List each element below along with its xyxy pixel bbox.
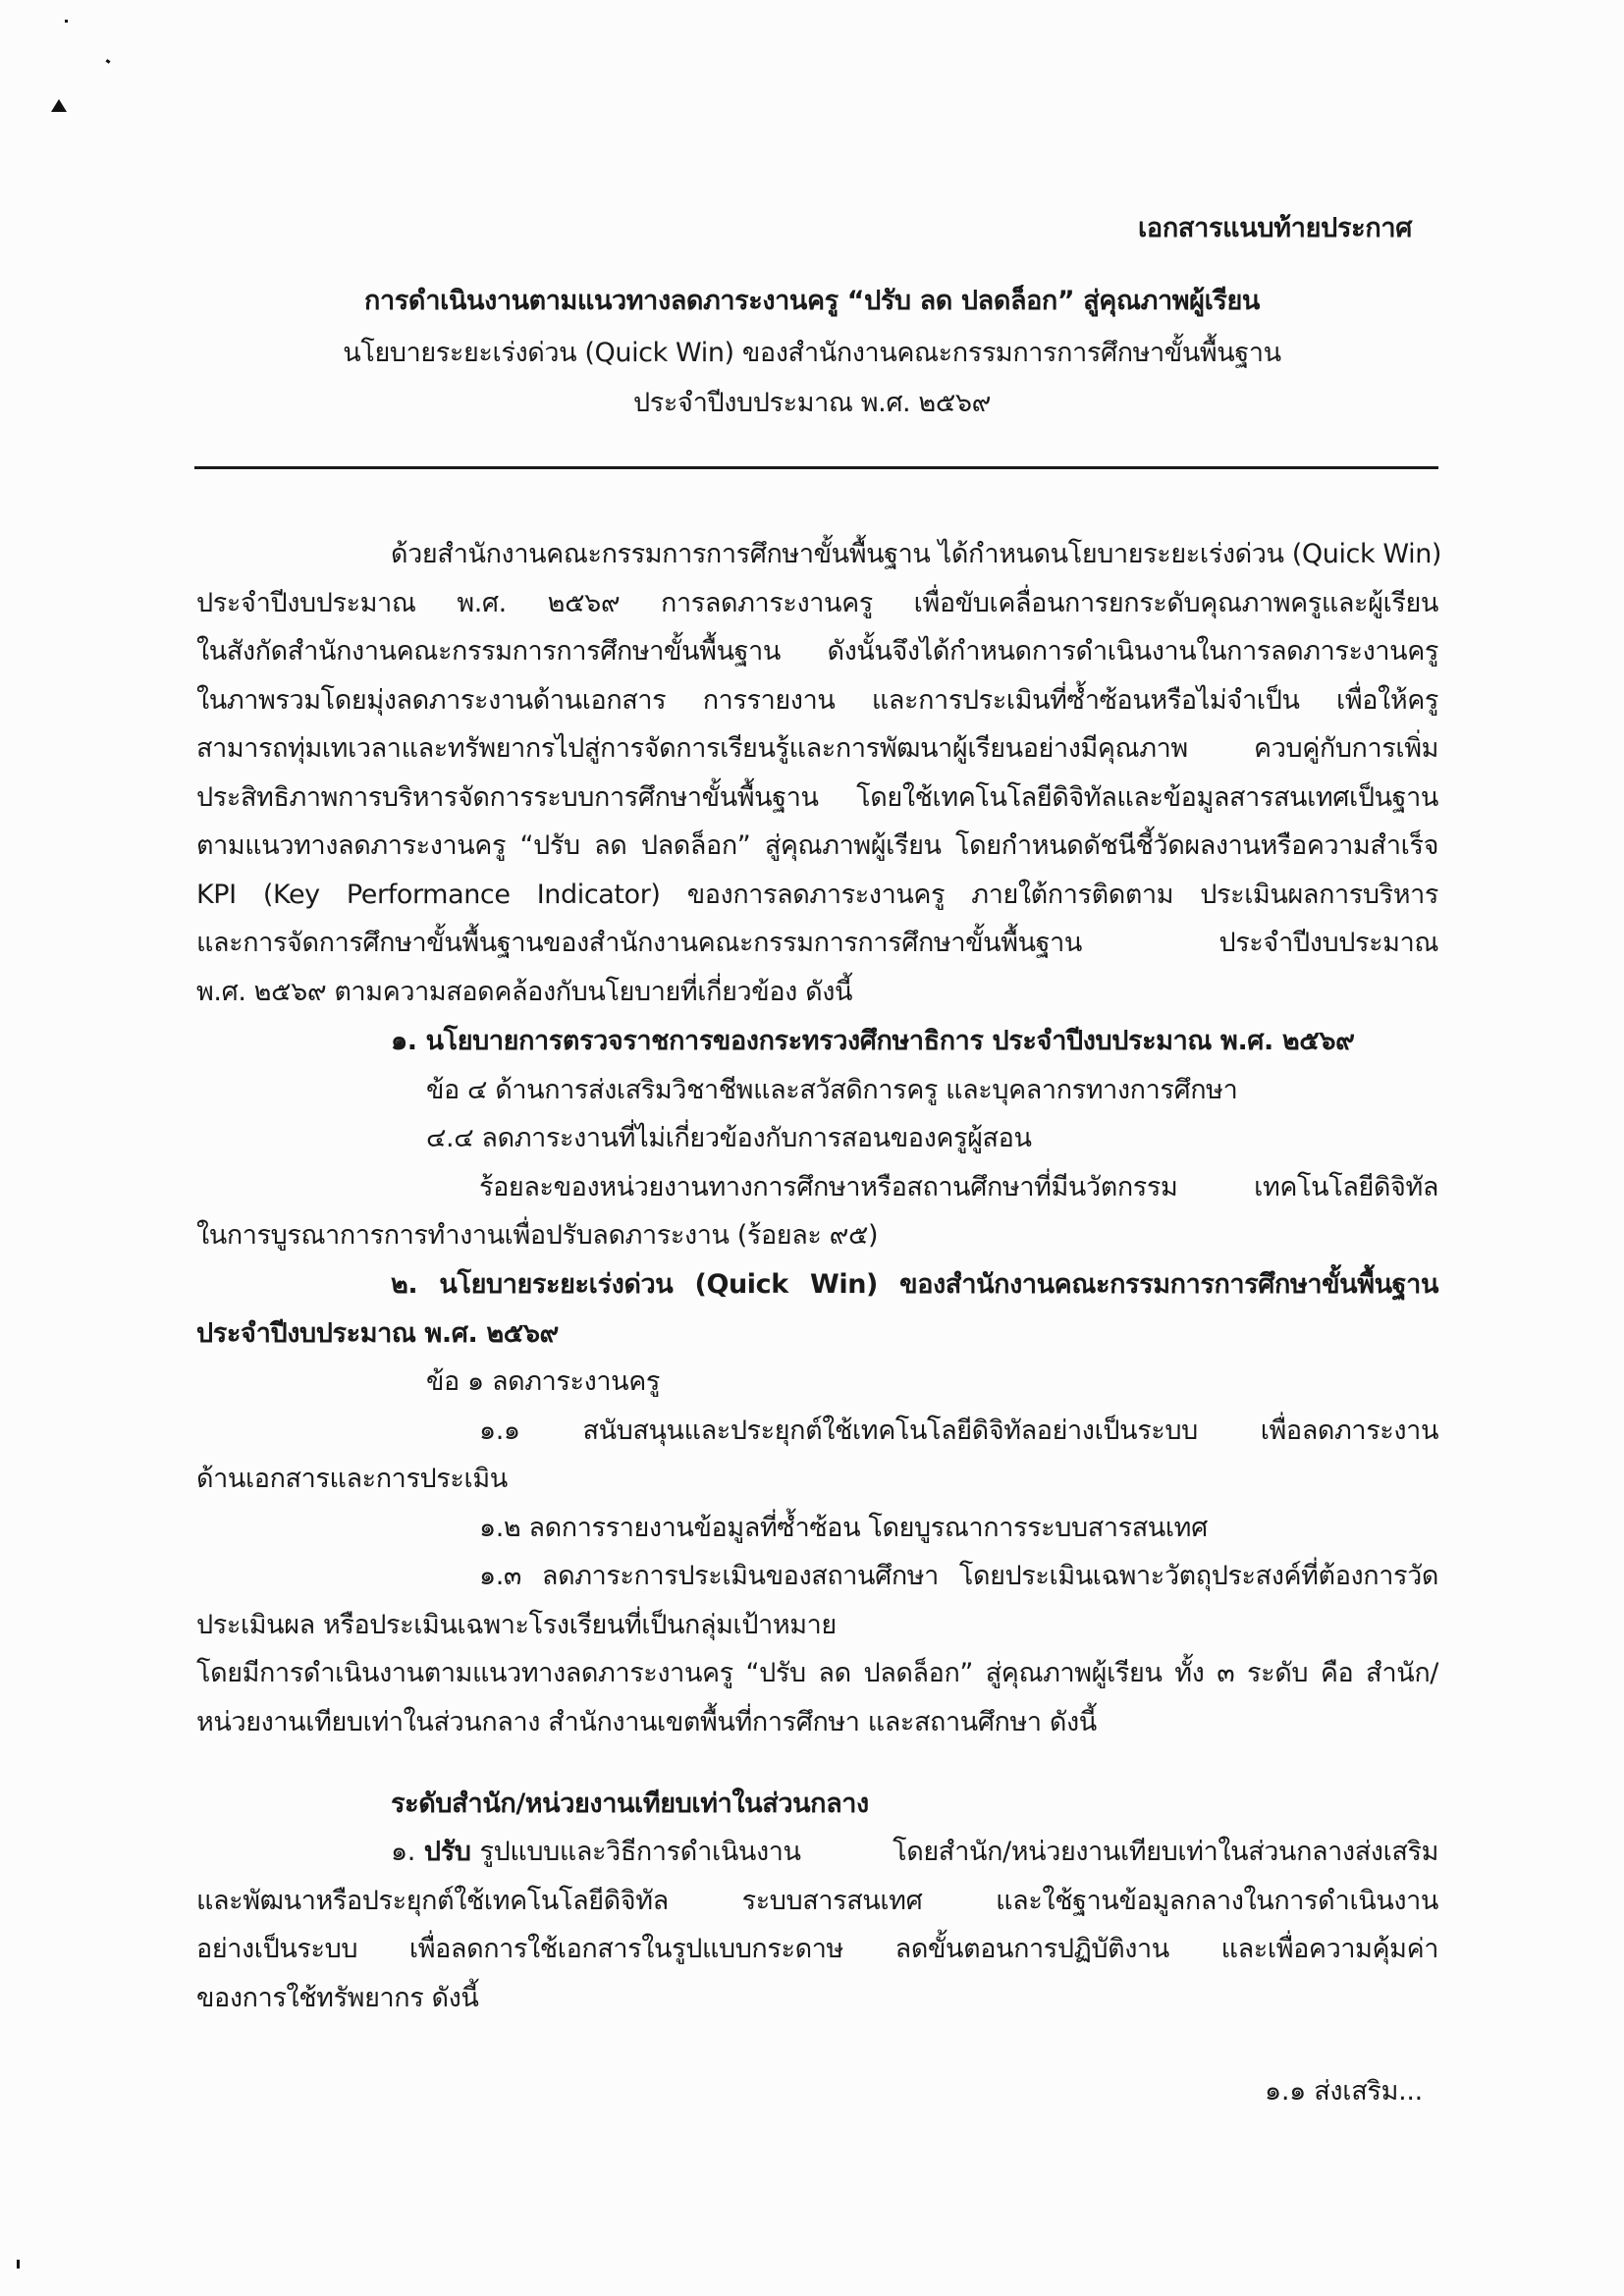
policy1-indicator-line1: ร้อยละของหน่วยงานทางการศึกษาหรือสถานศึกษาที่มีนวัตกรรม เทคโนโลยีดิจิทัล: [479, 1172, 1438, 1202]
central-item1-keyword: ปรับ: [423, 1837, 471, 1867]
central-item1-line1: [391, 1830, 1438, 1872]
policy1-indicator-line2: ในการบูรณาการการทำงานเพื่อปรับลดภาระงาน (ร้อยละ ๙๕): [196, 1220, 879, 1251]
policy2-summary-line1: โดยมีการดำเนินงานตามแนวทางลดภาระงานครู “ปรับ ลด ปลดล็อก” สู่คุณภาพผู้เรียน ทั้ง ๓ ระดับ คือ สำนัก/: [196, 1658, 1438, 1688]
scan-speck: [17, 2260, 20, 2269]
policy2-sub2: ๑.๒ ลดการรายงานข้อมูลที่ซ้ำซ้อน โดยบูรณาการระบบสารสนเทศ: [479, 1513, 1208, 1543]
scan-speck: [65, 20, 68, 23]
intro-line: พ.ศ. ๒๕๖๙ ตามความสอดคล้องกับนโยบายที่เกี่ยวข้อง ดังนี้: [196, 977, 853, 1007]
document-title-line1: การดำเนินงานตามแนวทางลดภาระงานครู “ปรับ ลด ปลดล็อก” สู่คุณภาพผู้เรียน: [364, 286, 1260, 316]
scan-speck: [106, 59, 111, 64]
intro-line: ในสังกัดสำนักงานคณะกรรมการการศึกษาขั้นพื้นฐาน ดังนั้นจึงได้กำหนดการดำเนินงานในการลดภาระงานครู: [196, 636, 1438, 667]
central-item1-line4: ของการใช้ทรัพยากร ดังนี้: [196, 1983, 479, 2013]
central-item1-line1-text: รูปแบบและวิธีการดำเนินงาน โดยสำนัก/หน่วยงานเทียบเท่าในส่วนกลางส่งเสริม: [479, 1837, 1438, 1867]
policy2-sub3-line2: ประเมินผล หรือประเมินเฉพาะโรงเรียนที่เป็นกลุ่มเป้าหมาย: [196, 1610, 837, 1640]
policy2-sub1-line1: ๑.๑ สนับสนุนและประยุกต์ใช้เทคโนโลยีดิจิทัลอย่างเป็นระบบ เพื่อลดภาระงาน: [479, 1415, 1438, 1446]
policy2-sub3-line1: ๑.๓ ลดภาระการประเมินของสถานศึกษา โดยประเมินเฉพาะวัตถุประสงค์ที่ต้องการวัด: [479, 1561, 1438, 1591]
horizontal-divider: [194, 466, 1438, 469]
policy1-item: ข้อ ๔ ด้านการส่งเสริมวิชาชีพและสวัสดิการครู และบุคลากรทางการศึกษา: [426, 1075, 1238, 1105]
policy2-heading-line1: ๒. นโยบายระยะเร่งด่วน (Quick Win) ของสำนักงานคณะกรรมการการศึกษาขั้นพื้นฐาน: [391, 1269, 1438, 1300]
intro-line: ด้วยสำนักงานคณะกรรมการการศึกษาขั้นพื้นฐาน ได้กำหนดนโยบายระยะเร่งด่วน (Quick Win): [391, 539, 1442, 569]
intro-line: ในภาพรวมโดยมุ่งลดภาระงานด้านเอกสาร การรายงาน และการประเมินที่ซ้ำซ้อนหรือไม่จำเป็น เพื่อให้ครู: [196, 685, 1438, 716]
intro-line: KPI (Key Performance Indicator) ของการลดภาระงานครู ภายใต้การติดตาม ประเมินผลการบริหาร: [196, 880, 1438, 910]
policy1-subitem: ๔.๔ ลดภาระงานที่ไม่เกี่ยวข้องกับการสอนของครูผู้สอน: [426, 1123, 1032, 1153]
document-title-line2: นโยบายระยะเร่งด่วน (Quick Win) ของสำนักงานคณะกรรมการการศึกษาขั้นพื้นฐาน: [343, 338, 1281, 368]
intro-line: ตามแนวทางลดภาระงานครู “ปรับ ลด ปลดล็อก” สู่คุณภาพผู้เรียน โดยกำหนดดัชนีชี้วัดผลงานหรือความสำเร็จ: [196, 830, 1438, 861]
attachment-label: เอกสารแนบท้ายประกาศ: [1138, 213, 1413, 243]
policy2-sub1-line2: ด้านเอกสารและการประเมิน: [196, 1464, 508, 1494]
intro-line: และการจัดการศึกษาขั้นพื้นฐานของสำนักงานคณะกรรมการการศึกษาขั้นพื้นฐาน ประจำปีงบประมาณ: [196, 928, 1438, 958]
policy2-heading-line2: ประจำปีงบประมาณ พ.ศ. ๒๕๖๙: [196, 1318, 559, 1349]
policy2-summary-line2: หน่วยงานเทียบเท่าในส่วนกลาง สำนักงานเขตพื้นที่การศึกษา และสถานศึกษา ดังนี้: [196, 1707, 1097, 1737]
intro-line: ประสิทธิภาพการบริหารจัดการระบบการศึกษาขั้นพื้นฐาน โดยใช้เทคโนโลยีดิจิทัลและข้อมูลสารสนเทศเป็นฐาน: [196, 782, 1438, 813]
intro-line: สามารถทุ่มเทเวลาและทรัพยากรไปสู่การจัดการเรียนรู้และการพัฒนาผู้เรียนอย่างมีคุณภาพ ควบคู่กับการเพิ่ม: [196, 733, 1438, 764]
central-item1-number: ๑.: [391, 1837, 415, 1867]
central-item1-line3: อย่างเป็นระบบ เพื่อลดการใช้เอกสารในรูปแบบกระดาษ ลดขั้นตอนการปฏิบัติงาน และเพื่อความคุ้มค่า: [196, 1934, 1438, 1964]
central-level-heading: ระดับสำนัก/หน่วยงานเทียบเท่าในส่วนกลาง: [391, 1789, 869, 1819]
central-item1-line2: และพัฒนาหรือประยุกต์ใช้เทคโนโลยีดิจิทัล ระบบสารสนเทศ และใช้ฐานข้อมูลกลางในการดำเนินงาน: [196, 1886, 1438, 1916]
intro-line: ประจำปีงบประมาณ พ.ศ. ๒๕๖๙ การลดภาระงานครู เพื่อขับเคลื่อนการยกระดับคุณภาพครูและผู้เรียน: [196, 588, 1438, 618]
scan-speck-triangle: [51, 99, 67, 112]
page-continuation: ๑.๑ ส่งเสริม...: [1265, 2076, 1423, 2107]
document-title-line3: ประจำปีงบประมาณ พ.ศ. ๒๕๖๙: [633, 388, 991, 418]
policy2-item: ข้อ ๑ ลดภาระงานครู: [426, 1366, 660, 1397]
policy1-heading: ๑. นโยบายการตรวจราชการของกระทรวงศึกษาธิการ ประจำปีงบประมาณ พ.ศ. ๒๕๖๙: [391, 1026, 1355, 1056]
